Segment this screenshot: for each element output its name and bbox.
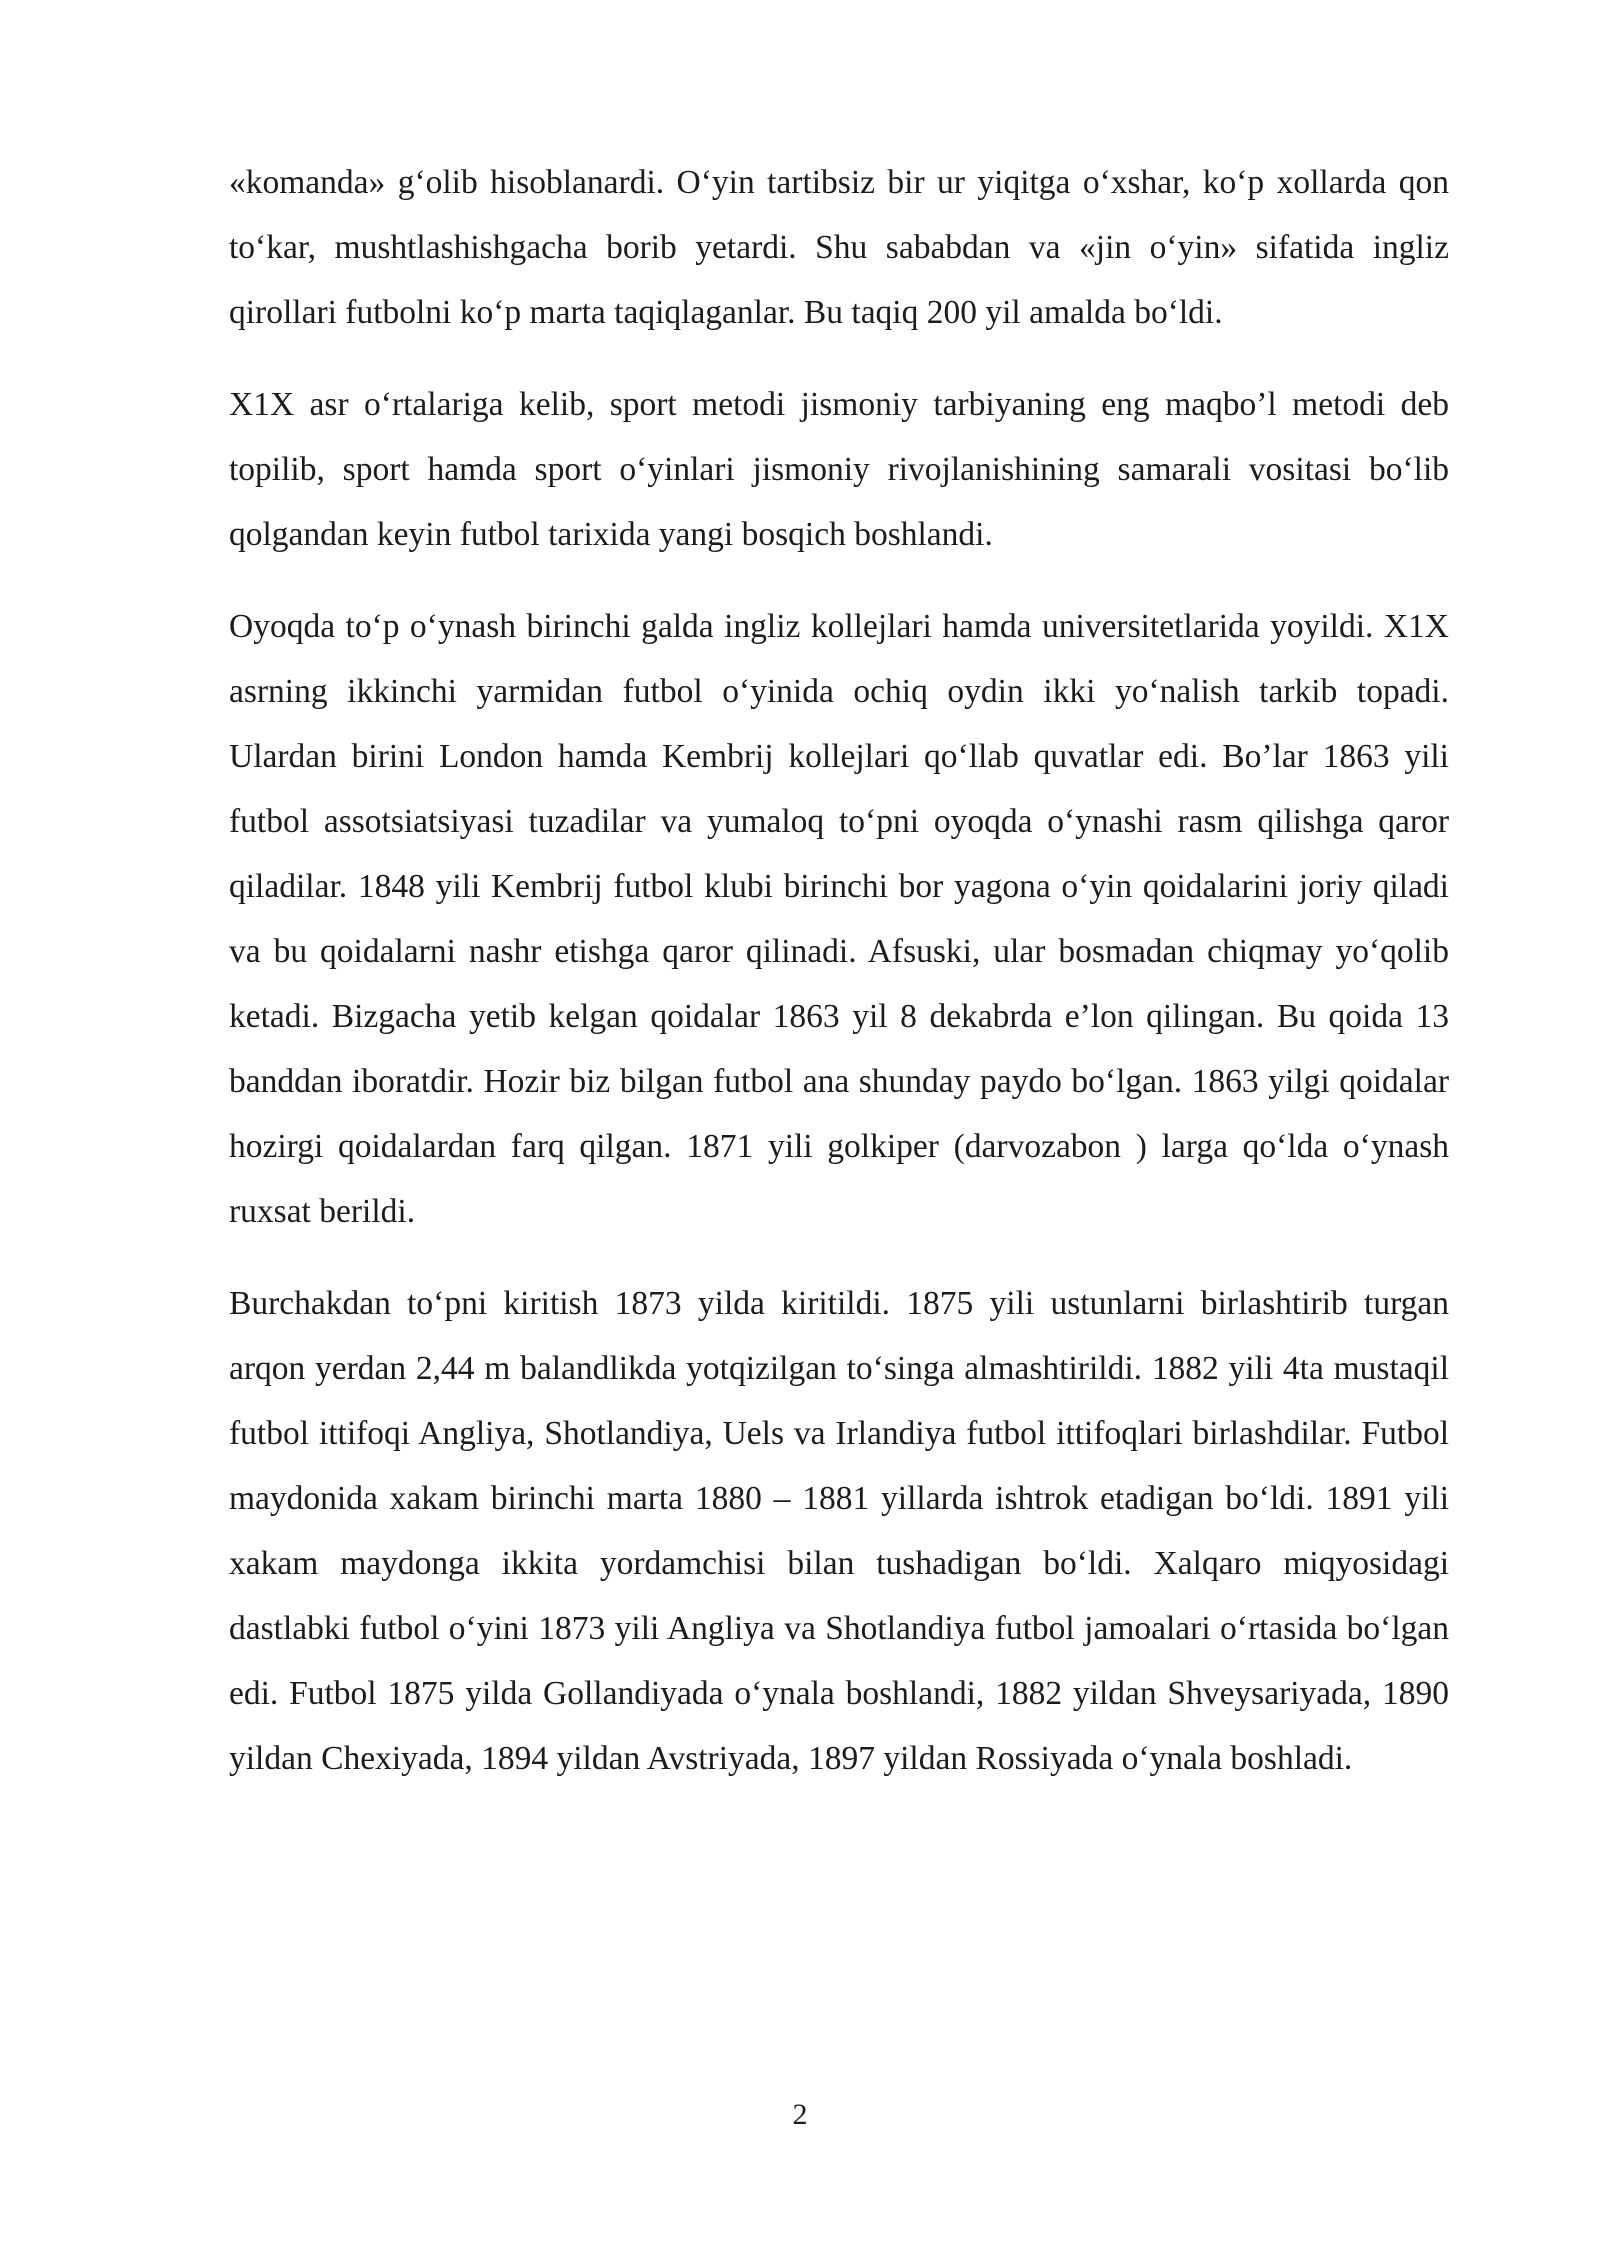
- page-number: 2: [792, 2098, 808, 2131]
- body-text: [229, 150, 1449, 1818]
- paragraph-4: Burchakdan toʻpni kiritish 1873 yilda kiritildi. 1875 yili ustunlarni birlashtirib turgan arqon yerdan 2,44 m balandlikda yotqizilgan toʻsinga almashtirildi. 1882 yili 4ta mustaqil futbol ittifoqi Angliya, Shotlandiya, Uels va Irlandiya futbol ittifoqlari birlashdilar. Futbol maydonida xakam birinchi marta 1880 – 1881 yillarda ishtrok etadigan boʻldi. 1891 yili xakam maydonga ikkita yordamchisi bilan tushadigan boʻldi. Xalqaro miqyosidagi dastlabki futbol oʻyini 1873 yili Angliya va Shotlandiya futbol jamoalari oʻrtasida boʻlgan edi. Futbol 1875 yilda Gollandiyada oʻynala boshlandi, 1882 yildan Shveysariyada, 1890 yildan Chexiyada, 1894 yildan Avstriyada, 1897 yildan Rossiyada oʻynala boshladi.: [229, 1285, 1449, 1777]
- paragraph-2: X1X asr oʻrtalariga kelib, sport metodi jismoniy tarbiyaning eng maqbo’l metodi deb topilib, sport hamda sport oʻyinlari jismoniy rivojlanishining samarali vositasi boʻlib qolgandan keyin futbol tarixida yangi bosqich boshlandi.: [229, 386, 1449, 553]
- paragraph-3: Oyoqda toʻp oʻynash birinchi galda ingliz kollejlari hamda universitetlarida yoyildi. X1X asrning ikkinchi yarmidan futbol oʻyinida ochiq oydin ikki yoʻnalish tarkib topadi. Ulardan birini London hamda Kembrij kollejlari qoʻllab quvatlar edi. Bo’lar 1863 yili futbol assotsiatsiyasi tuzadilar va yumaloq toʻpni oyoqda oʻynashi rasm qilishga qaror qiladilar. 1848 yili Kembrij futbol klubi birinchi bor yagona oʻyin qoidalarini joriy qiladi va bu qoidalarni nashr etishga qaror qilinadi. Afsuski, ular bosmadan chiqmay yoʻqolib ketadi. Bizgacha yetib kelgan qoidalar 1863 yil 8 dekabrda e’lon qilingan. Bu qoida 13 banddan iboratdir. Hozir biz bilgan futbol ana shunday paydo boʻlgan. 1863 yilgi qoidalar hozirgi qoidalardan farq qilgan. 1871 yili golkiper (darvozabon ) larga qoʻlda oʻynash ruxsat berildi.: [229, 608, 1449, 1230]
- paragraph-1: «komanda» gʻolib hisoblanardi. Oʻyin tartibsiz bir ur yiqitga oʻxshar, koʻp xollarda qon toʻkar, mushtlashishgacha borib yetardi. Shu sababdan va «jin oʻyin» sifatida ingliz qirollari futbolni koʻp marta taqiqlaganlar. Bu taqiq 200 yil amalda boʻldi.: [229, 164, 1449, 331]
